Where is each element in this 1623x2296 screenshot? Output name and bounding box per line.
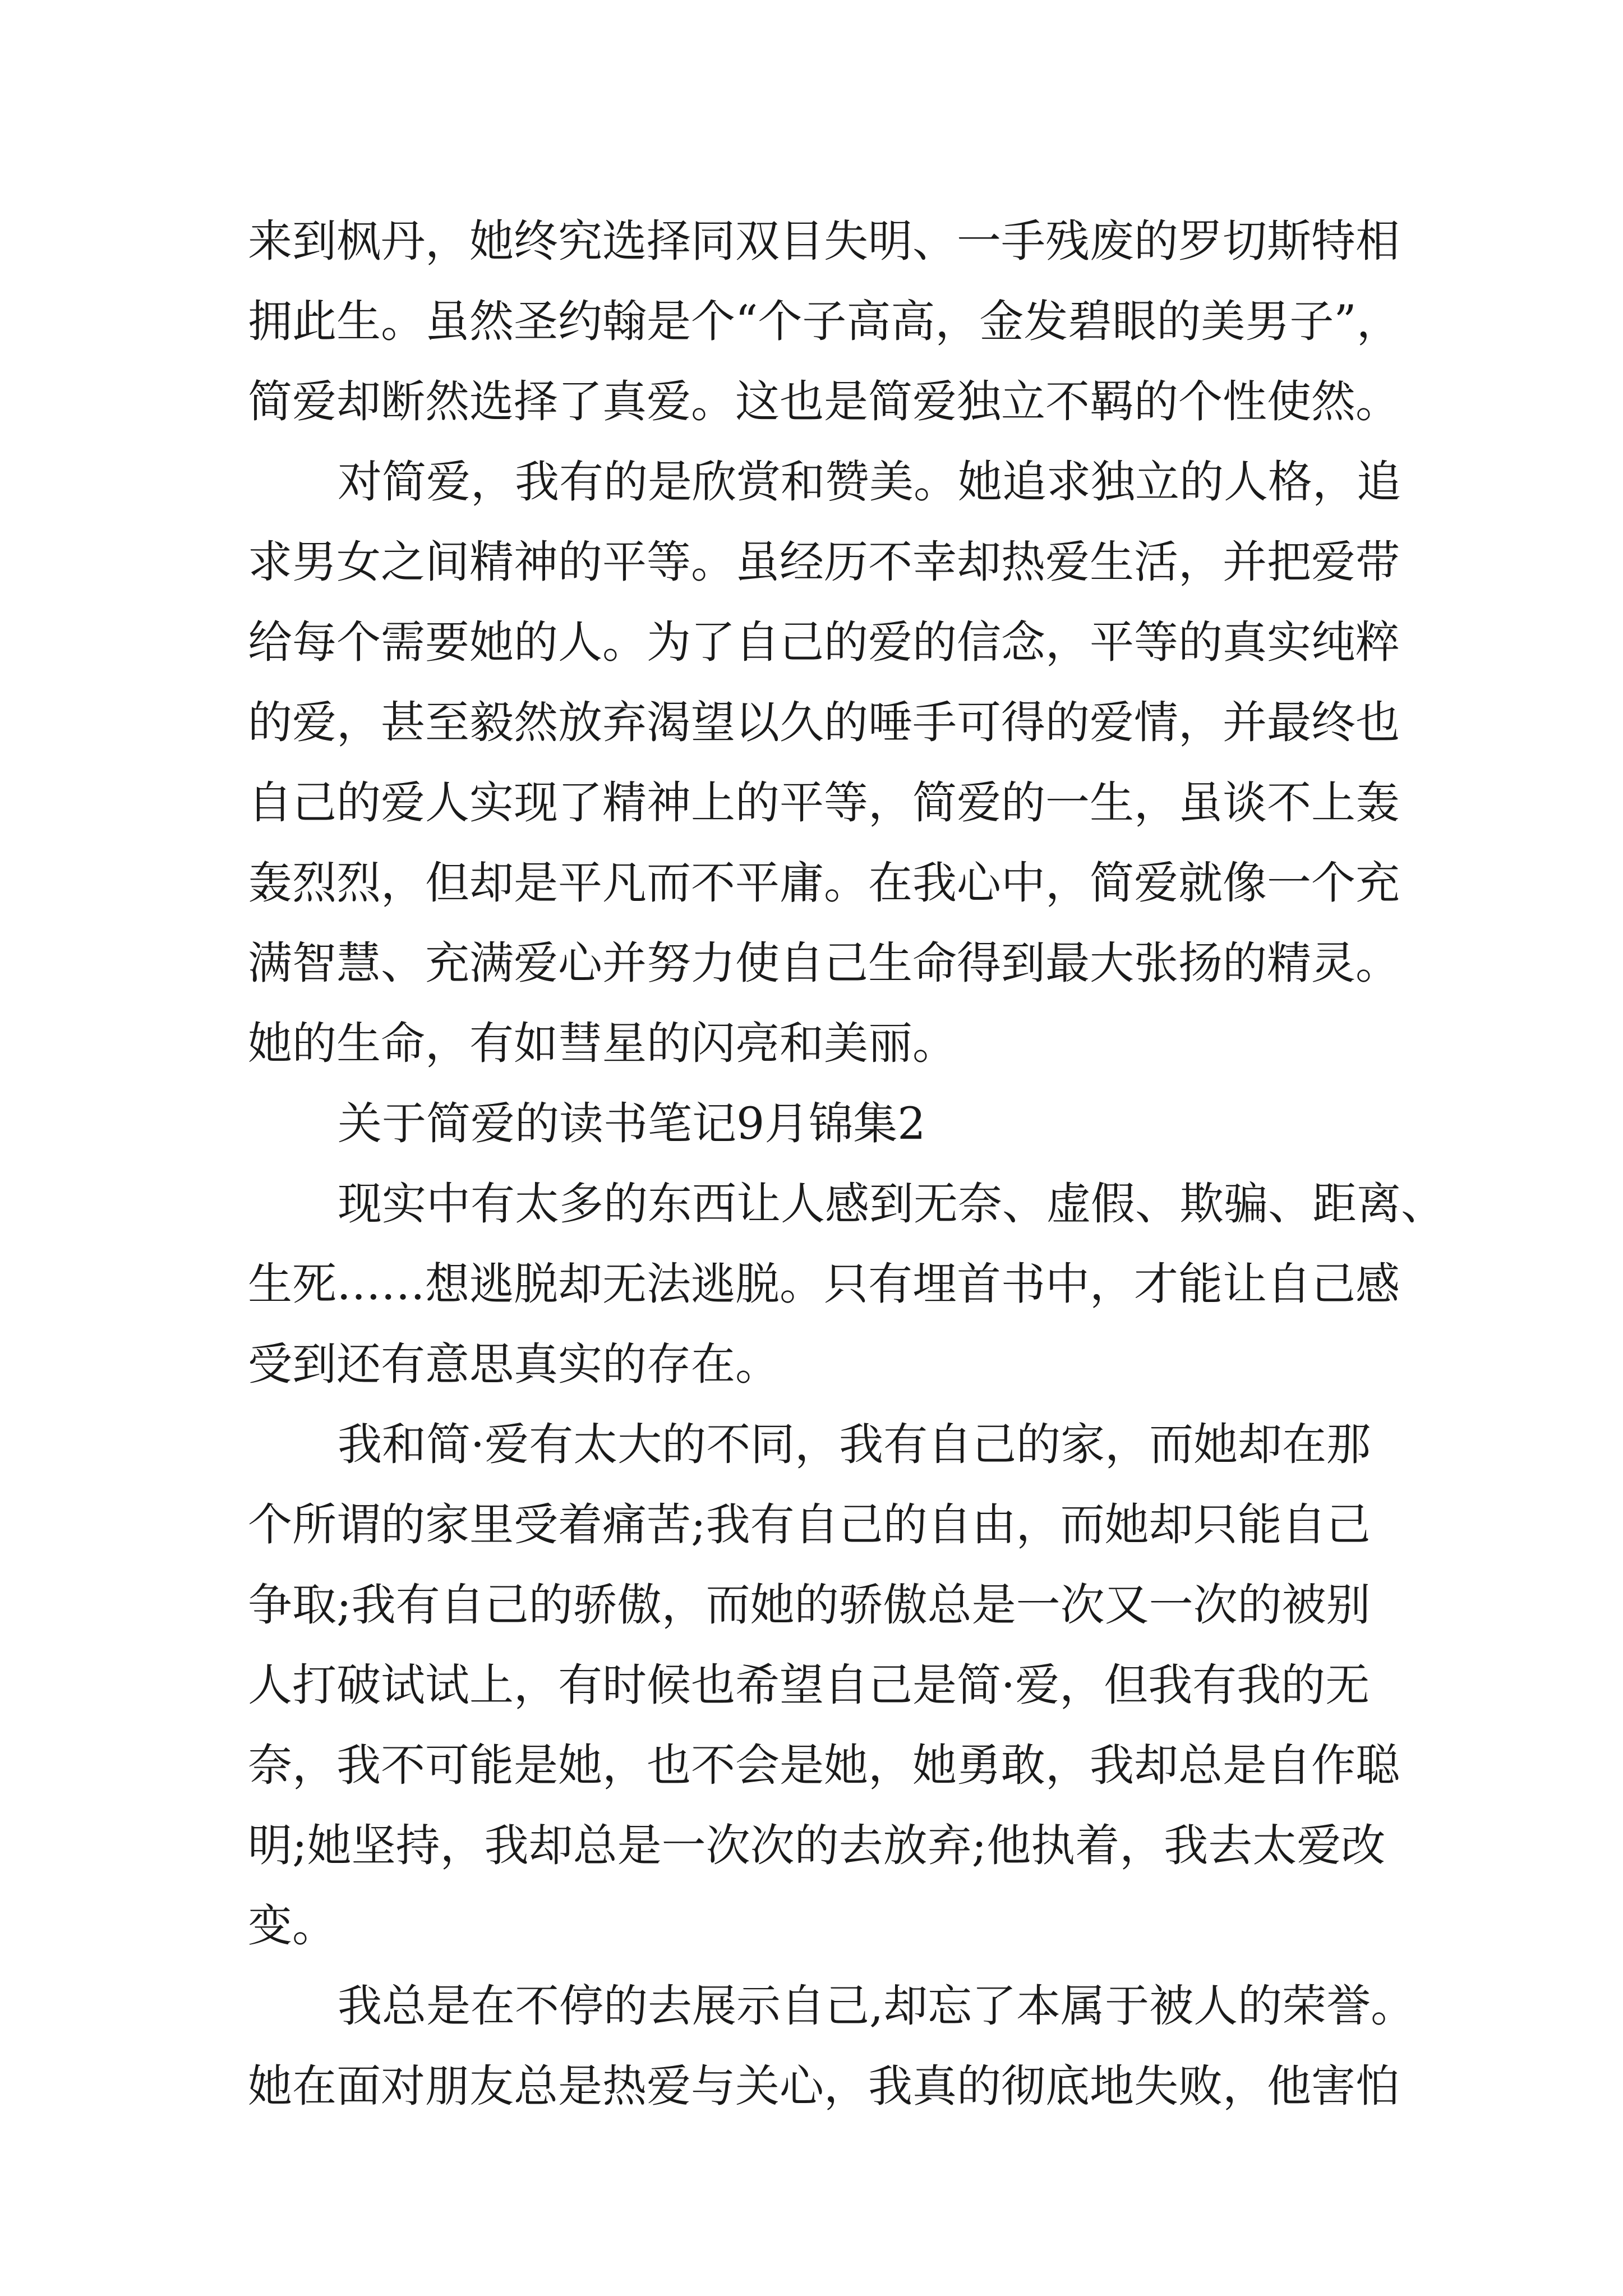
text-line — [0, 1884, 1623, 1968]
line-text: 自己的爱人实现了精神上的平等，简爱的一生，虽谈不上轰 — [248, 777, 1400, 829]
line-text: 拥此生。虽然圣约翰是个“个子高高，金发碧眼的美男子”， — [248, 296, 1401, 347]
line-text: 她的生命，有如彗星的闪亮和美丽。 — [248, 1018, 957, 1069]
text-line — [0, 1402, 1623, 1487]
line-text: 她在面对朋友总是热爱与关心，我真的彻底地失败，他害怕 — [248, 2060, 1400, 2112]
line-text: 生死……想逃脱却无法逃脱。只有埋首书中，才能让自己感 — [248, 1258, 1400, 1310]
line-text: 求男女之间精神的平等。虽经历不幸却热爱生活，并把爱带 — [248, 536, 1400, 588]
line-text: 给每个需要她的人。为了自己的爱的信念，平等的真实纯粹 — [248, 616, 1400, 668]
text-line — [0, 360, 1623, 444]
line-text: 我总是在不停的去展示自己,却忘了本属于被人的荣誉。 — [338, 1980, 1415, 2032]
text-line — [0, 680, 1623, 765]
text-line — [0, 1322, 1623, 1406]
line-text: 受到还有意思真实的存在。 — [248, 1338, 780, 1390]
text-line — [0, 1643, 1623, 1727]
text-line — [0, 761, 1623, 845]
section-heading: 关于简爱的读书笔记9月锦集2 — [338, 1098, 926, 1149]
text-line — [0, 1563, 1623, 1647]
text-line — [0, 2044, 1623, 2128]
line-text: 个所谓的家里受着痛苦;我有自己的自由，而她却只能自己 — [248, 1499, 1371, 1550]
text-line — [0, 1723, 1623, 1807]
text-line — [0, 1162, 1623, 1246]
text-line — [0, 921, 1623, 1005]
line-text: 来到枫丹，她终究选择同双目失明、一手残废的罗切斯特相 — [248, 215, 1400, 267]
line-text: 满智慧、充满爱心并努力使自己生命得到最大张扬的精灵。 — [248, 937, 1400, 989]
line-text: 变。 — [248, 1900, 336, 1952]
line-text: 的爱，甚至毅然放弃渴望以久的唾手可得的爱情，并最终也 — [248, 697, 1400, 748]
text-line — [0, 199, 1623, 283]
line-text: 明;她坚持，我却总是一次次的去放弃;他执着，我去太爱改 — [248, 1820, 1386, 1871]
text-line — [0, 1803, 1623, 1888]
text-line — [0, 1483, 1623, 1567]
text-line — [0, 1001, 1623, 1085]
text-line — [0, 279, 1623, 364]
text-line — [0, 1242, 1623, 1326]
text-line — [0, 440, 1623, 524]
line-text: 争取;我有自己的骄傲，而她的骄傲总是一次又一次的被别 — [248, 1579, 1371, 1631]
line-text: 现实中有太多的东西让人感到无奈、虚假、欺骗、距离、 — [338, 1178, 1445, 1230]
line-text: 对简爱，我有的是欣赏和赞美。她追求独立的人格，追 — [338, 456, 1401, 508]
line-text: 奈，我不可能是她，也不会是她，她勇敢，我却总是自作聪 — [248, 1740, 1400, 1791]
line-text: 我和简·爱有太大的不同，我有自己的家，而她却在那 — [338, 1419, 1371, 1470]
line-text: 简爱却断然选择了真爱。这也是简爱独立不羁的个性使然。 — [248, 376, 1400, 427]
text-line — [0, 600, 1623, 684]
line-text: 轰烈烈，但却是平凡而不平庸。在我心中，简爱就像一个充 — [248, 857, 1400, 909]
text-line — [0, 1964, 1623, 2048]
line-text: 人打破试试上，有时候也希望自己是简·爱，但我有我的无 — [248, 1659, 1370, 1711]
section-heading-line — [0, 1082, 1623, 1166]
text-line — [0, 841, 1623, 925]
text-line — [0, 520, 1623, 604]
